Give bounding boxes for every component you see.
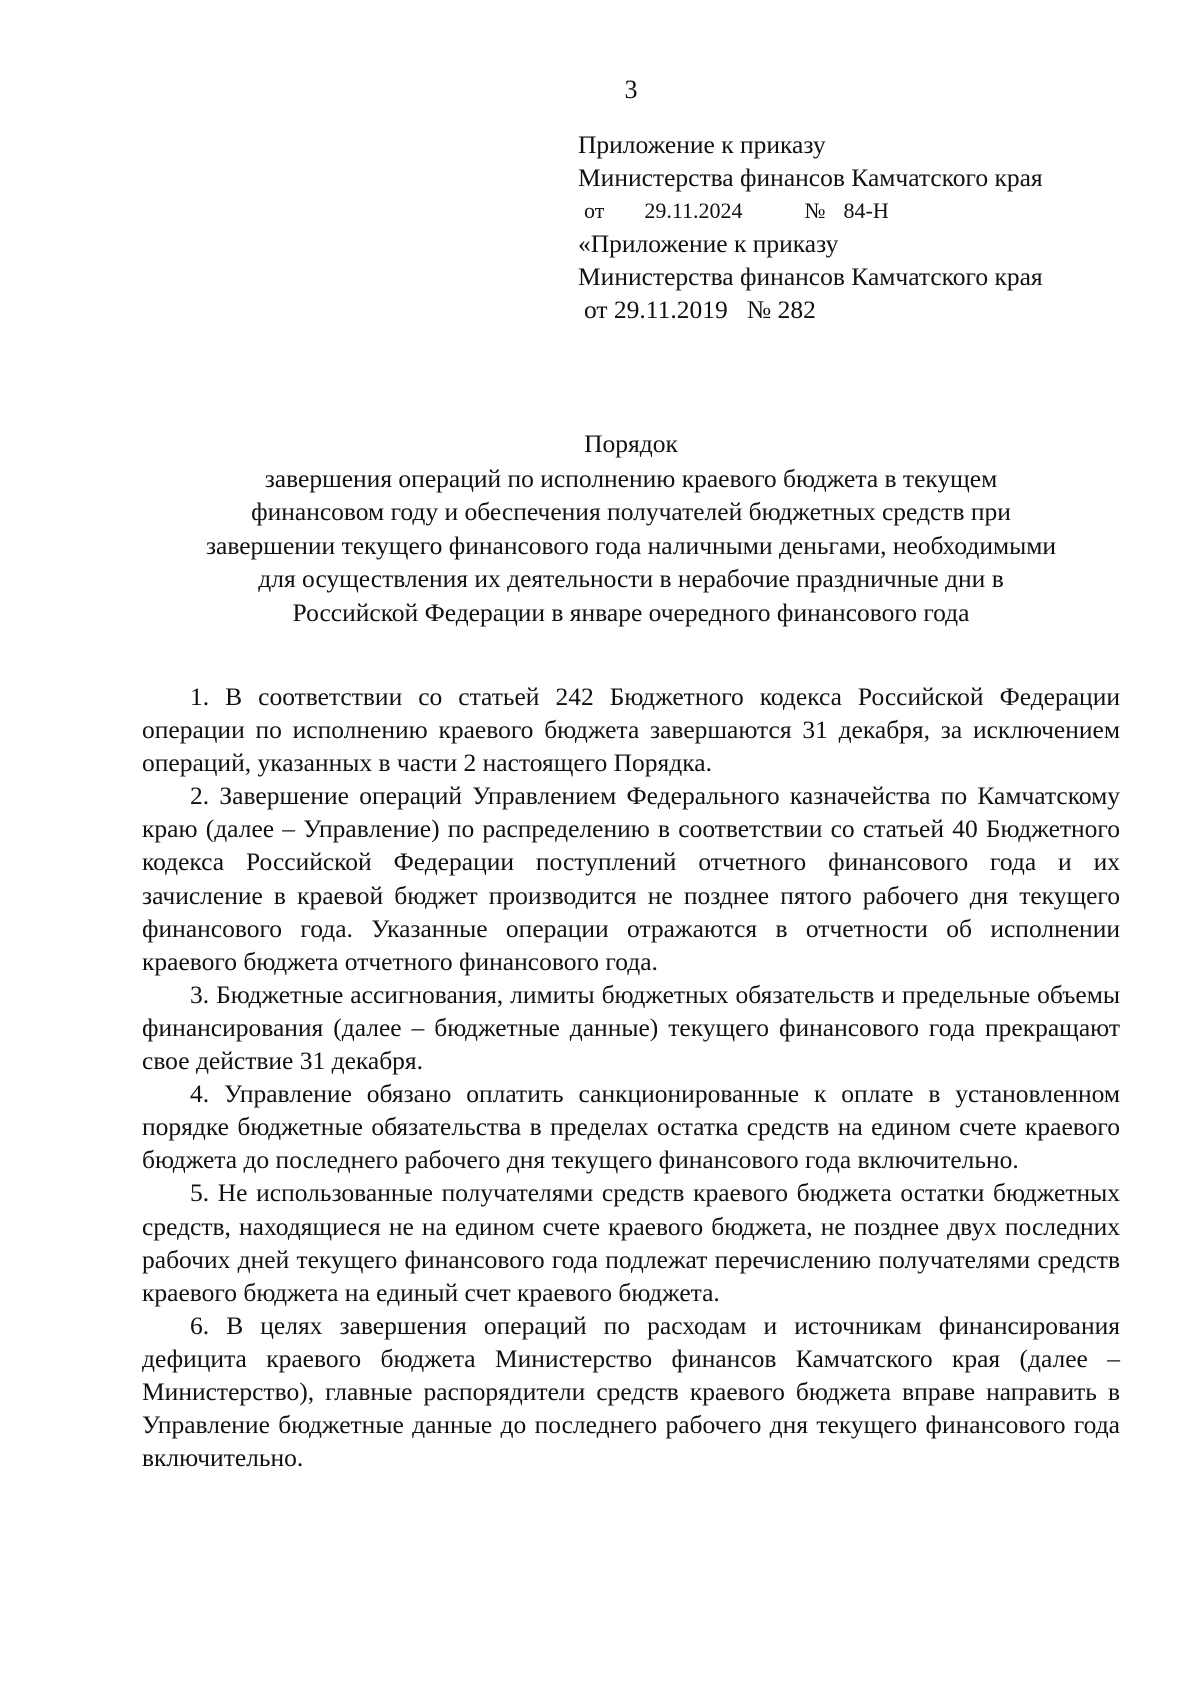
appendix-line-2: Министерства финансов Камчатского края (578, 163, 1043, 192)
paragraph-2: 2. Завершение операций Управлением Федерального казначейства по Камчатскому краю (далее – Управление) по распределению в соответствии со статьей 40 Бюджетного кодекса Российской Федерации поступлений отчетного финансового года и их зачисление в краевой бюджет производится не позднее пятого рабочего дня текущего финансового года. Указанные операции отражаются в отчетности об исполнении краевого бюджета отчетного финансового года. (142, 781, 1120, 976)
document-title (142, 427, 1120, 630)
page-number: 3 (624, 75, 638, 104)
paragraph-3: 3. Бюджетные ассигнования, лимиты бюджетных обязательств и предельные объемы финансирования (далее – бюджетные данные) текущего финансового года прекращают свое действие 31 декабря. (142, 979, 1120, 1076)
paragraph-4: 4. Управление обязано оплатить санкционированные к оплате в установленном порядке бюджетные обязательства в пределах остатка средств на едином счете краевого бюджета до последнего рабочего дня текущего финансового года включительно. (142, 1079, 1120, 1175)
title-line-4: для осуществления их деятельности в нерабочие праздничные дни в (258, 564, 1004, 594)
appendix-date: 29.11.2024 (644, 198, 743, 223)
appendix-order-reference (578, 194, 1178, 227)
appendix-header (578, 128, 1178, 326)
appendix-line-6: от 29.11.2019 № 282 (584, 295, 816, 324)
title-line-2: финансовом году и обеспечения получателей бюджетных средств при (251, 497, 1011, 527)
title-line-5: Российской Федерации в январе очередного финансового года (292, 597, 970, 627)
appendix-line-1: Приложение к приказу (578, 130, 826, 159)
title-line-3: завершении текущего финансового года наличными деньгами, необходимыми (205, 530, 1057, 560)
appendix-number-sign: № (804, 198, 826, 223)
paragraph-6: 6. В целях завершения операций по расходам и источникам финансирования дефицита краевого бюджета Министерство финансов Камчатского края (далее – Министерство), главные распорядители средств краевого бюджета вправе направить в Управление бюджетные данные до последнего рабочего дня текущего финансового года включительно. (142, 1310, 1120, 1473)
appendix-line-4: «Приложение к приказу (578, 229, 839, 258)
title-heading: Порядок (584, 429, 678, 458)
appendix-date-prefix: от (584, 198, 605, 223)
title-line-1: завершения операций по исполнению краевого бюджета в текущем (264, 463, 998, 493)
paragraph-5: 5. Не использованные получателями средств краевого бюджета остатки бюджетных средств, находящиеся не на едином счете краевого бюджета, не позднее двух последних рабочих дней текущего финансового года подлежат перечислению получателями средств краевого бюджета на единый счет краевого бюджета. (142, 1178, 1120, 1307)
appendix-number: 84-Н (843, 198, 889, 223)
document-body (142, 680, 1120, 1474)
appendix-line-5: Министерства финансов Камчатского края (578, 262, 1043, 291)
paragraph-1: 1. В соответствии со статьей 242 Бюджетного кодекса Российской Федерации операции по исполнению краевого бюджета завершаются 31 декабря, за исключением операций, указанных в части 2 настоящего Порядка. (142, 682, 1120, 778)
